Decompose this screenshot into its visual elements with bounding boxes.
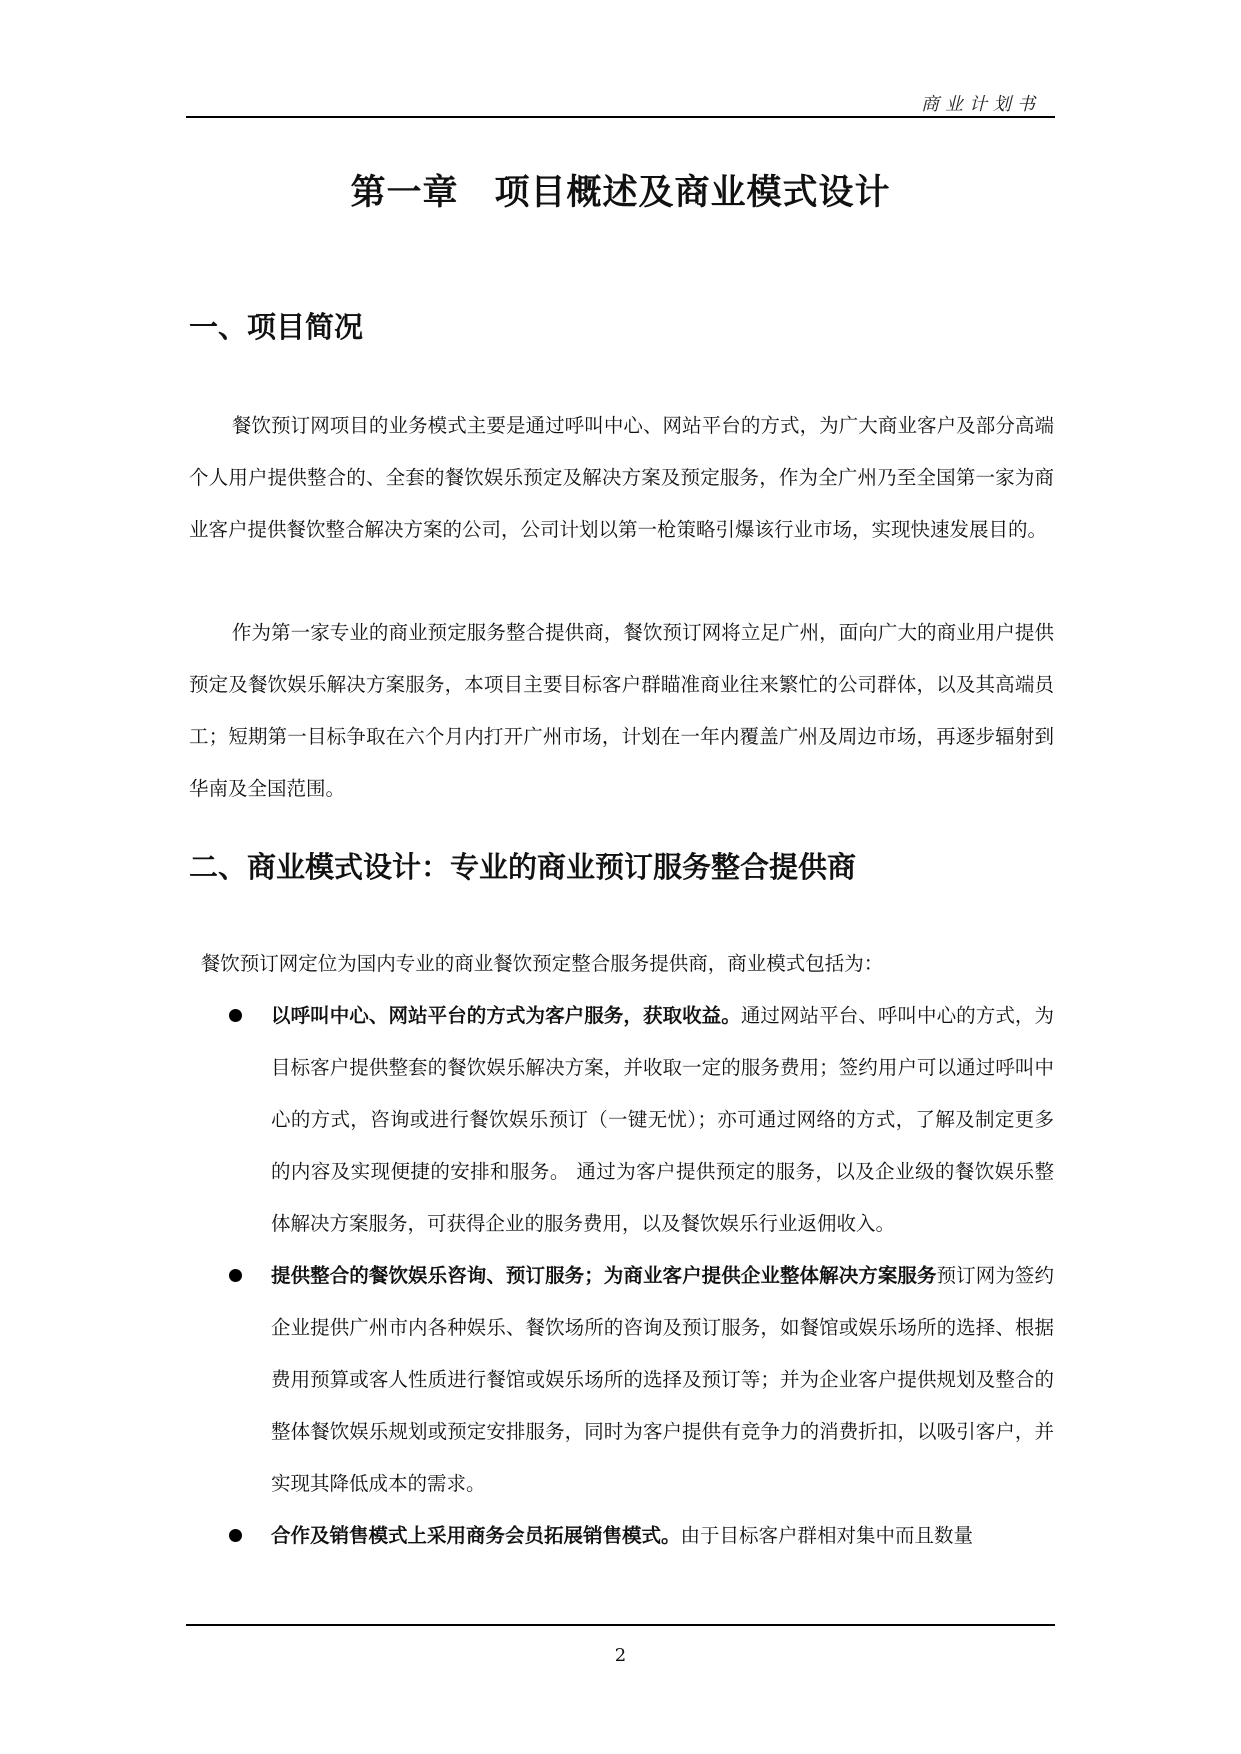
bullet-text: 预订网为签约企业提供广州市内各种娱乐、餐饮场所的咨询及预订服务，如餐馆或娱乐场所的选择、根据费用预算或客人性质进行餐馆或娱乐场所的选择及预订等；并为企业客户提供规划及整合的整体餐饮娱乐规划或预定安排服务，同时为客户提供有竞争力的消费折扣，以吸引客户，并实现其降低成本的需求。: [271, 1264, 1054, 1495]
section-heading-1: 一、项目简况: [189, 310, 364, 344]
list-item: [189, 1510, 1054, 1562]
bullet-icon: [229, 1009, 242, 1022]
paragraph: [189, 400, 1054, 556]
chapter-title: 第一章 项目概述及商业模式设计: [350, 173, 891, 213]
paragraph: [189, 607, 1054, 815]
bullet-lead: 提供整合的餐饮娱乐咨询、预订服务；为商业客户提供企业整体解决方案服务: [271, 1264, 937, 1287]
list-item: [189, 1250, 1054, 1510]
bullet-text: 通过网站平台、呼叫中心的方式，为目标客户提供整套的餐饮娱乐解决方案，并收取一定的服务费用；签约用户可以通过呼叫中心的方式，咨询或进行餐饮娱乐预订（一键无忧）；亦可通过网络的方式，了解及制定更多的内容及实现便捷的安排和服务。 通过为客户提供预定的服务，以及企业级的餐饮娱乐整体解决方案服务，可获得企业的服务费用，以及餐饮娱乐行业返佣收入。: [271, 1004, 1054, 1235]
bullet-list: [189, 990, 1054, 1562]
bullet-icon: [229, 1269, 242, 1282]
list-item: [189, 990, 1054, 1250]
paragraph-text: 餐饮预订网项目的业务模式主要是通过呼叫中心、网站平台的方式，为广大商业客户及部分高端个人用户提供整合的、全套的餐饮娱乐预定及解决方案及预定服务，作为全广州乃至全国第一家为商业客户提供餐饮整合解决方案的公司，公司计划以第一枪策略引爆该行业市场，实现快速发展目的。: [189, 414, 1054, 541]
bullet-lead: 以呼叫中心、网站平台的方式为客户服务，获取收益。: [271, 1004, 741, 1027]
bullet-icon: [229, 1529, 242, 1542]
section-intro: [189, 938, 1054, 990]
paragraph-text: 餐饮预订网定位为国内专业的商业餐饮预定整合服务提供商，商业模式包括为：: [200, 952, 884, 975]
section-heading-2: 二、商业模式设计：专业的商业预订服务整合提供商: [189, 850, 857, 884]
header-rule: [186, 116, 1055, 118]
footer-rule: [186, 1624, 1055, 1626]
bullet-lead: 合作及销售模式上采用商务会员拓展销售模式。: [271, 1524, 681, 1547]
paragraph-text: 作为第一家专业的商业预定服务整合提供商，餐饮预订网将立足广州，面向广大的商业用户提供预定及餐饮娱乐解决方案服务，本项目主要目标客户群瞄准商业往来繁忙的公司群体，以及其高端员工；短期第一目标争取在六个月内打开广州市场，计划在一年内覆盖广州及周边市场，再逐步辐射到华南及全国范围。: [189, 621, 1054, 800]
bullet-text: 由于目标客户群相对集中而且数量: [680, 1524, 974, 1547]
running-header: 商业计划书: [921, 94, 1041, 115]
page-number: 2: [614, 1645, 627, 1666]
